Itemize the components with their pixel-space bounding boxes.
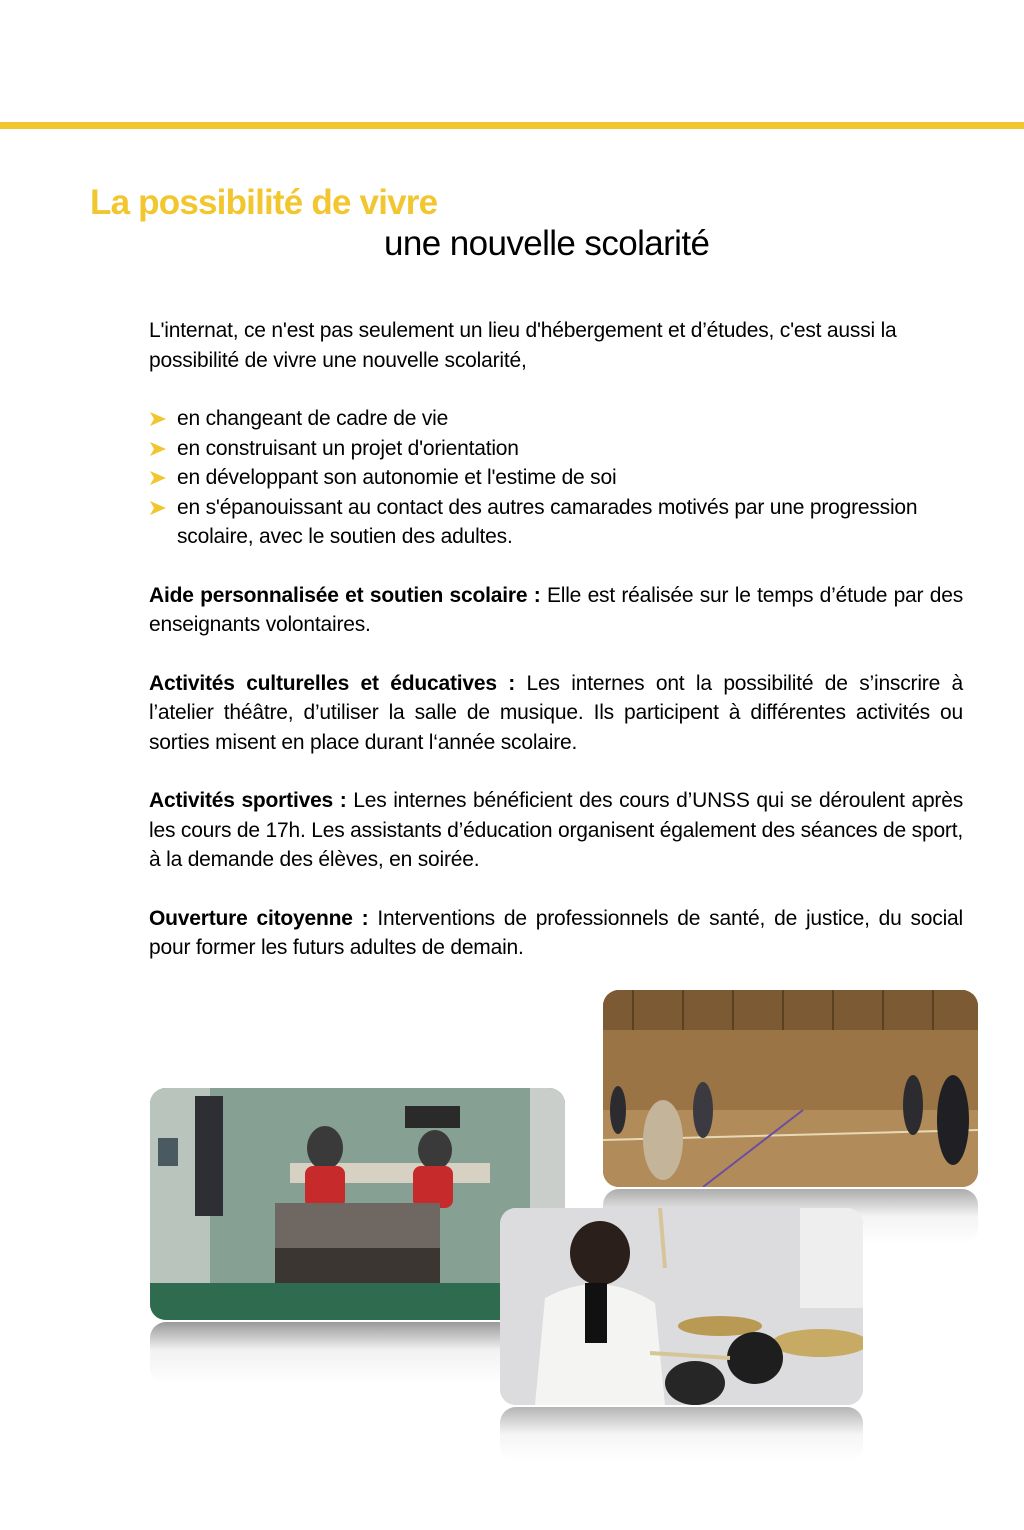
arrow-bullet-icon [149,500,167,516]
section-text: Interventions de professionnels de santé, de justice, du social pour former les futurs adultes de demain. [149,906,963,959]
page-title-line2: une nouvelle scolarité [384,224,710,263]
top-accent-rule [0,122,1024,129]
section-culture [149,669,963,758]
list-item [149,434,963,464]
section-label: Activités sportives : [149,789,347,812]
main-content [149,316,963,992]
bullet-text: en s'épanouissant au contact des autres camarades motivés par une progression scolaire, avec le soutien des adultes. [177,495,918,548]
section-aide [149,581,963,640]
gym-photo [603,990,978,1187]
arrow-bullet-icon [149,441,167,457]
section-text: Les internes ont la possibilité de s’inscrire à l’atelier théâtre, d’utiliser la salle de musique. Ils participent à différentes activités ou sorties misent en place durant l‘année scolaire. [149,671,964,754]
list-item [149,463,963,493]
section-citoyenne [149,904,963,963]
list-item [149,404,963,434]
bullet-text: en changeant de cadre de vie [177,407,449,430]
drum-photo-reflection [500,1407,863,1462]
arrow-bullet-icon [149,470,167,486]
section-label: Ouverture citoyenne : [149,906,369,930]
drum-kit-photo [500,1208,863,1405]
bullet-list [149,404,963,552]
section-label: Activités culturelles et éducatives : [149,671,516,695]
bullet-text: en construisant un projet d'orientation [177,436,519,460]
section-label: Aide personnalisée et soutien scolaire : [149,583,541,607]
section-text: Les internes bénéficient des cours d’UNSS qui se déroulent après les cours de 17h. Les assistants d’éducation organisent également des séances de sport, à la demande des élèves, en soirée. [149,789,963,871]
bullet-text: en développant son autonomie et l'estime de soi [177,466,617,489]
arrow-bullet-icon [149,411,167,427]
section-sport [149,786,963,875]
intro-paragraph: L'internat, ce n'est pas seulement un lieu d'hébergement et d’études, c'est aussi la possibilité de vivre une nouvelle scolarité, [149,319,897,372]
list-item [149,493,963,552]
section-text: Elle est réalisée sur le temps d’étude par des enseignants volontaires. [149,583,963,636]
page-title-line1: La possibilité de vivre [90,183,438,222]
